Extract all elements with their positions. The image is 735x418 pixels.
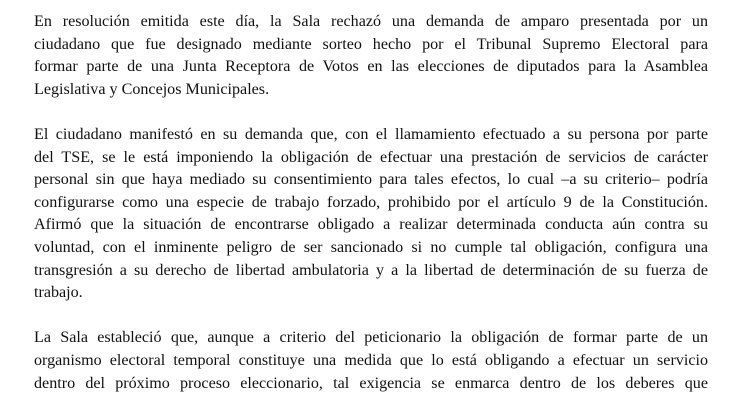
document-body [34,11,708,418]
text-line: personal sin que haya mediado su consentimiento para tales efectos, lo cual –a su criterio– podría [34,171,708,189]
text-line: El ciudadano manifestó en su demanda que, con el llamamiento efectuado a su persona por parte [34,125,708,143]
paragraph-1 [34,11,708,101]
text-line: Afirmó que la situación de encontrarse obligado a realizar determinada conducta aún contra su [34,216,708,234]
text-line: ciudadano que fue designado mediante sorteo hecho por el Tribunal Supremo Electoral para [34,35,708,53]
text-line: transgresión a su derecho de libertad ambulatoria y a la libertad de determinación de su fuerza de [34,261,708,279]
text-line: del TSE, se le está imponiendo la obligación de efectuar una prestación de servicios de carácter [34,148,708,166]
text-line: trabajo. [34,284,83,302]
text-line: organismo electoral temporal constituye una medida que lo está obligando a efectuar un servicio [34,351,708,369]
paragraph-3 [34,327,708,395]
text-line: La Sala estableció que, aunque a criterio del peticionario la obligación de formar parte de un [34,329,708,347]
text-line: configurarse como una especie de trabajo forzado, prohibido por el artículo 9 de la Constitución. [34,193,708,211]
text-line: En resolución emitida este día, la Sala rechazó una demanda de amparo presentada por un [34,13,708,30]
paragraph-2 [34,124,708,305]
text-line: voluntad, con el inminente peligro de ser sancionado si no cumple tal obligación, configura una [34,238,708,256]
text-line: Legislativa y Concejos Municipales. [34,80,270,98]
text-line: formar parte de una Junta Receptora de Votos en las elecciones de diputados para la Asamblea [34,58,708,76]
text-line: dentro del próximo proceso eleccionario, tal exigencia se enmarca dentro de los deberes que [34,374,708,392]
